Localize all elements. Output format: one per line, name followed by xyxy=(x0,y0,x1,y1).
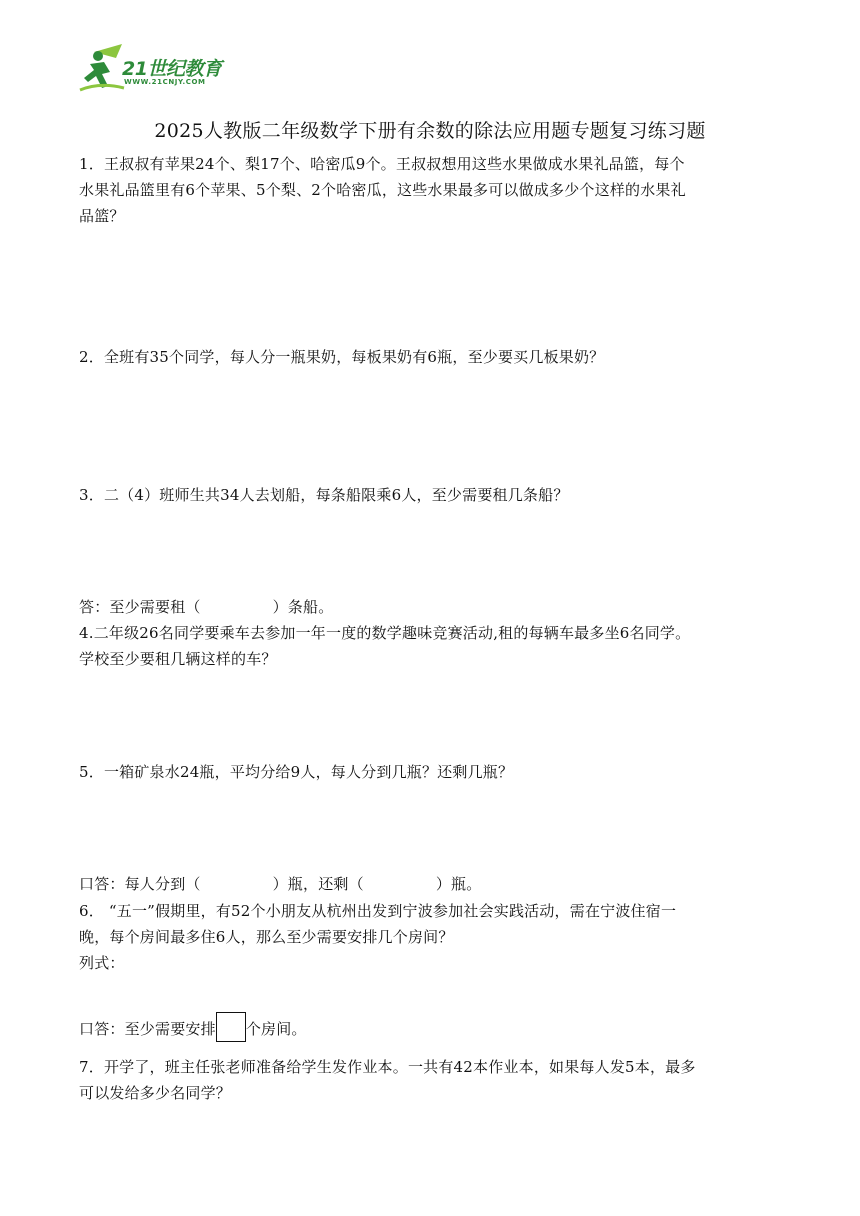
page-title: 2025人教版二年级数学下册有余数的除法应用题专题复习练习题 xyxy=(154,120,706,142)
question-text: 水果礼品篮里有6个苹果、5个梨、2个哈密瓜，这些水果最多可以做成多少个这样的水果礼 xyxy=(79,181,686,199)
answer-suffix: 个房间。 xyxy=(245,1020,307,1038)
question-text: 可以发给多少名同学？ xyxy=(79,1084,232,1102)
answer-suffix: ）条船。 xyxy=(272,598,334,616)
question-text: 1．王叔叔有苹果24个、梨17个、哈密瓜9个。王叔叔想用这些水果做成水果礼品篮，每个 xyxy=(79,155,685,173)
answer-3 xyxy=(79,594,785,620)
question-text: 3．二（4）班师生共34人去划船，每条船限乘6人，至少需要租几条船？ xyxy=(79,486,569,504)
question-3 xyxy=(79,482,785,508)
answer-prefix: 口答：每人分到（ xyxy=(79,875,201,893)
runner-logo-icon xyxy=(78,42,128,96)
question-6 xyxy=(79,898,785,976)
question-text: 晚，每个房间最多住6人，那么至少需要安排几个房间？ xyxy=(79,928,454,946)
question-text: 4.二年级26名同学要乘车去参加一年一度的数学趣味竞赛活动,租的每辆车最多坐6名同学。 xyxy=(79,624,691,642)
answer-box[interactable] xyxy=(216,1012,246,1042)
question-text: 品篮？ xyxy=(79,207,125,225)
answer-prefix: 口答：至少需要安排 xyxy=(79,1020,216,1038)
question-text: 2．全班有35个同学，每人分一瓶果奶，每板果奶有6瓶，至少要买几板果奶？ xyxy=(79,348,605,366)
answer-mid: ）瓶，还剩（ xyxy=(272,875,364,893)
question-4 xyxy=(79,620,785,672)
logo xyxy=(78,42,258,96)
question-text: 5．一箱矿泉水24瓶，平均分给9人，每人分到几瓶？还剩几瓶？ xyxy=(79,763,514,781)
logo-url: WWW.21CNJY.COM xyxy=(124,78,206,86)
question-7 xyxy=(79,1054,785,1106)
question-5 xyxy=(79,759,785,785)
question-text: 7．开学了，班主任张老师准备给学生发作业本。一共有42本作业本，如果每人发5本，最多 xyxy=(79,1058,696,1076)
question-text: 学校至少要租几辆这样的车？ xyxy=(79,650,277,668)
question-text: 6． “五一”假期里，有52个小朋友从杭州出发到宁波参加社会实践活动，需在宁波住宿一 xyxy=(79,902,677,920)
answer-suffix: ）瓶。 xyxy=(435,875,482,893)
logo-brand: 21世纪教育 xyxy=(122,58,222,80)
answer-prefix: 答：至少需要租（ xyxy=(79,598,201,616)
question-1 xyxy=(79,151,785,229)
answer-5 xyxy=(79,871,785,897)
question-2 xyxy=(79,344,785,370)
formula-label: 列式： xyxy=(79,954,125,972)
answer-6 xyxy=(79,1016,785,1042)
